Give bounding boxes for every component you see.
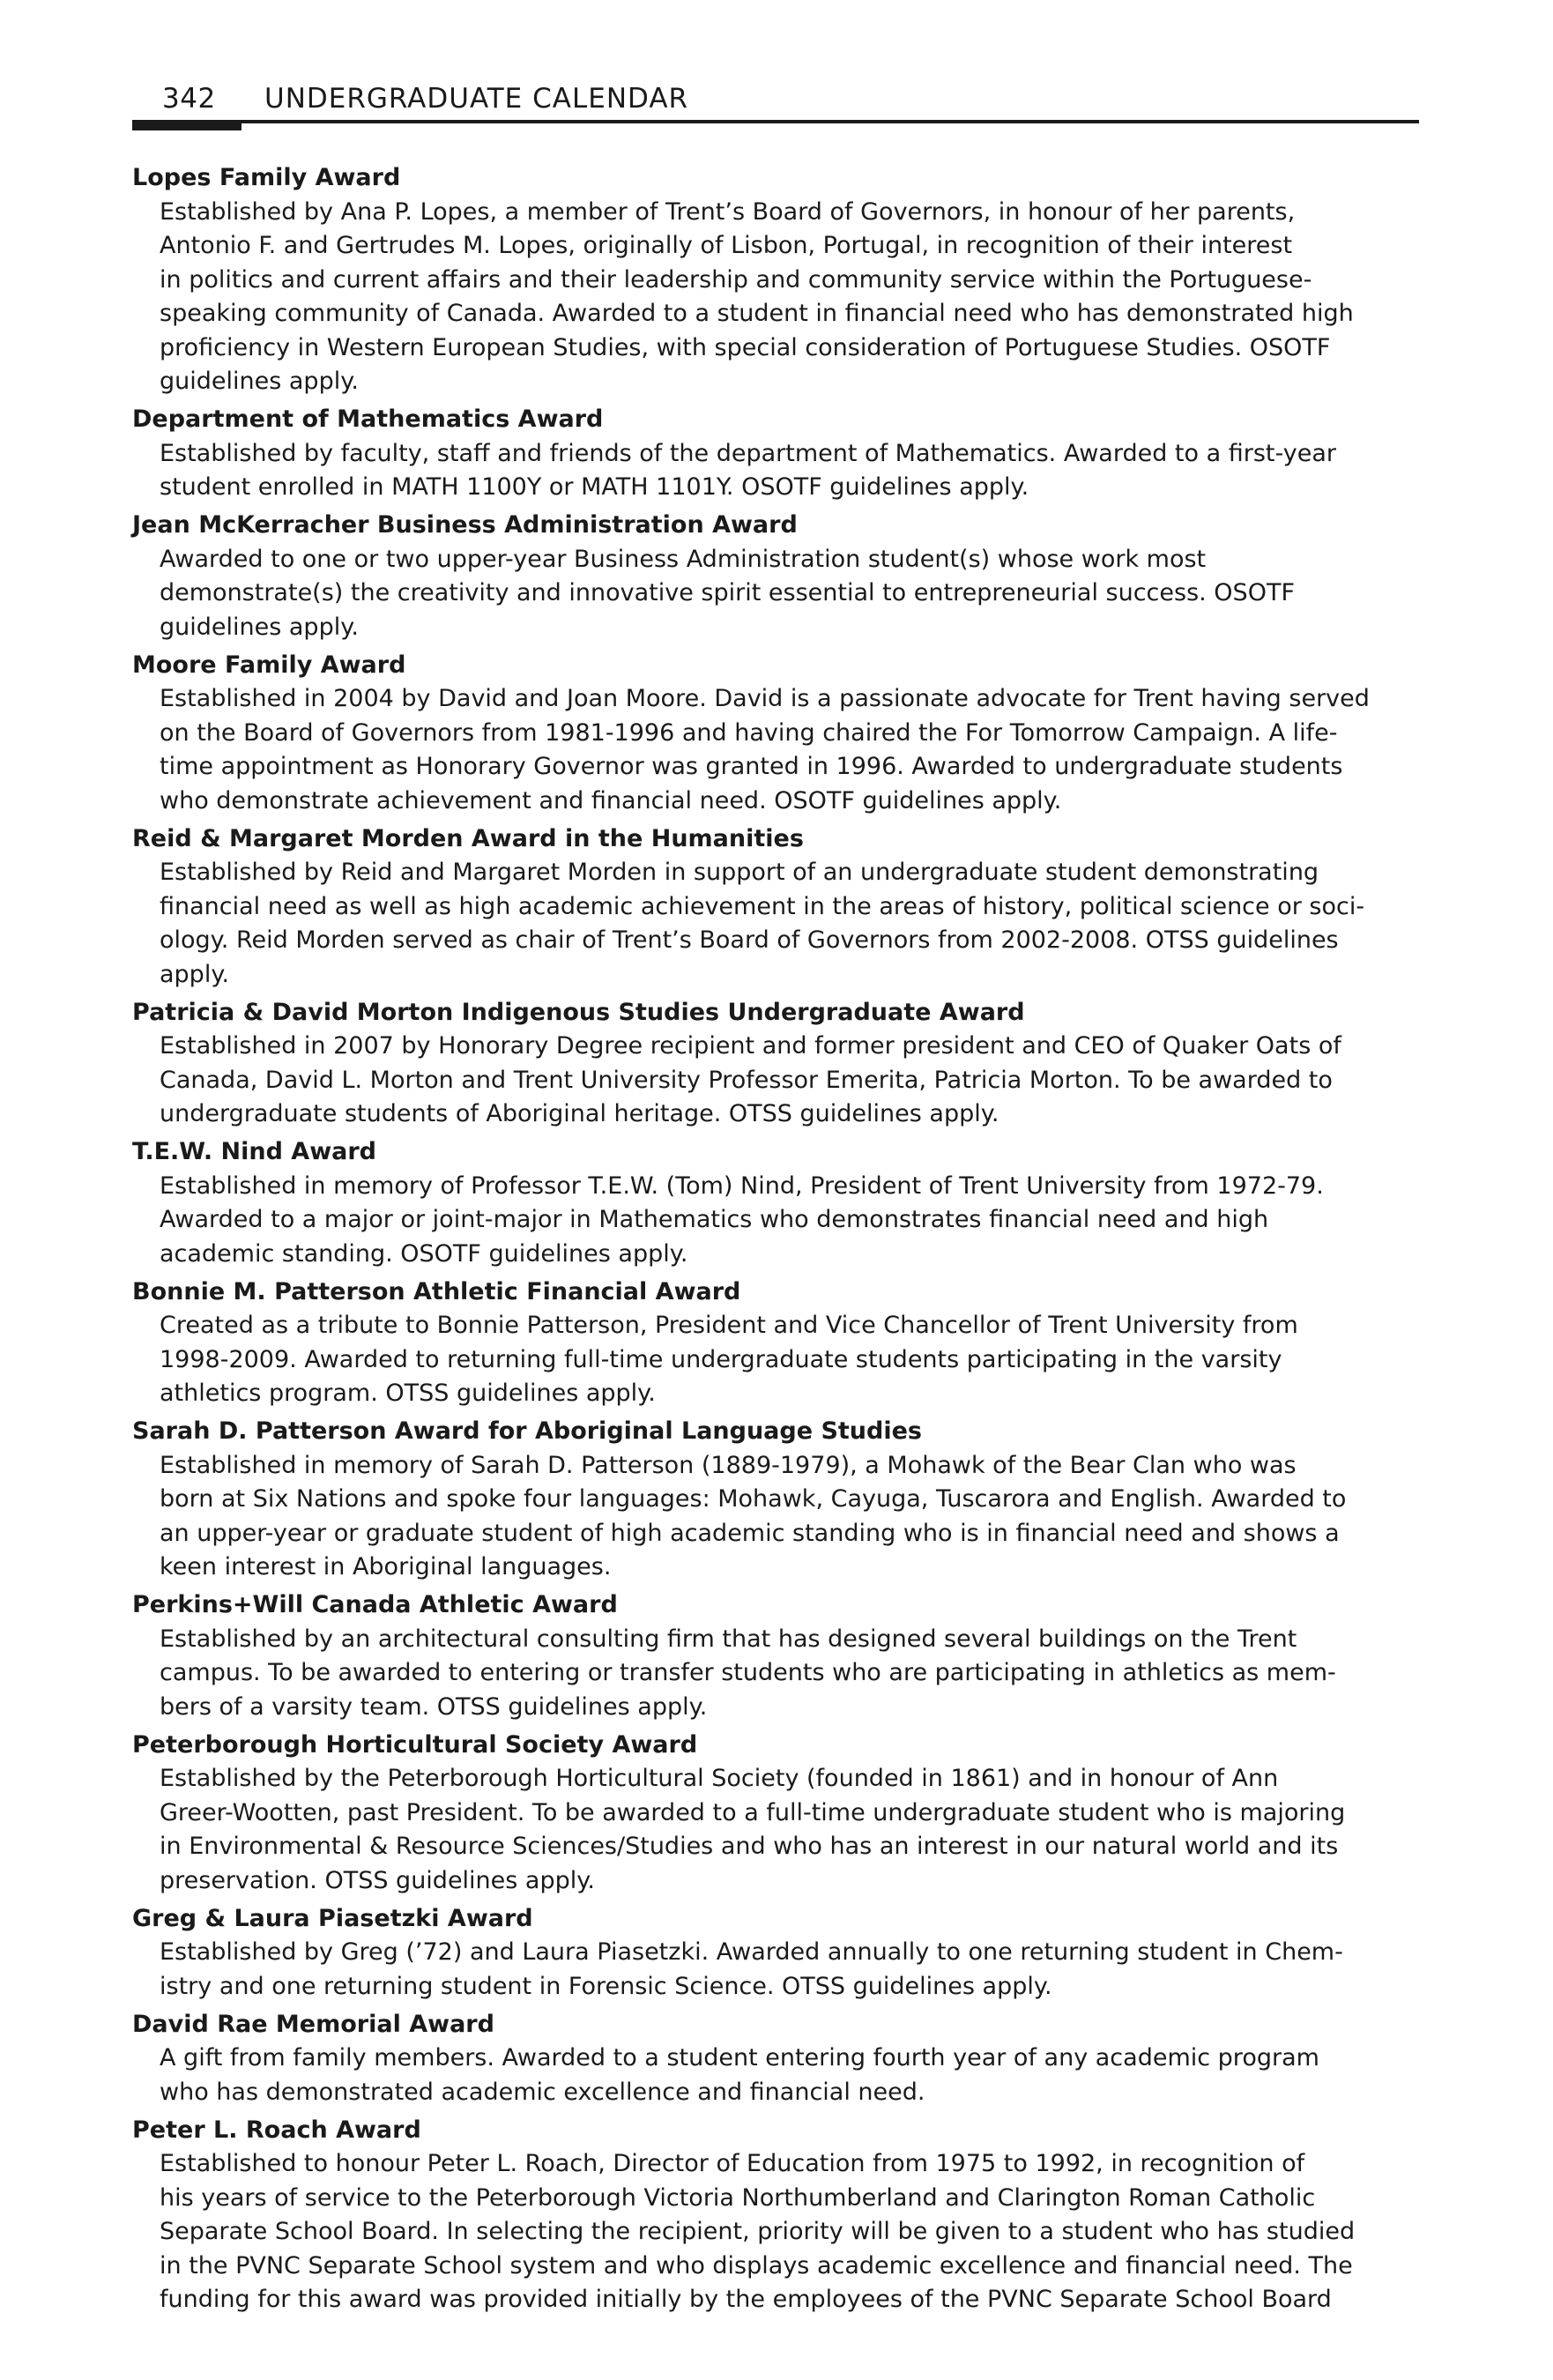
award-description-line: preservation. OTSS guidelines apply.	[160, 1866, 595, 1894]
award-description-line: student enrolled in MATH 1100Y or MATH 1101Y. OSOTF guidelines apply.	[160, 473, 1029, 501]
award-title: Department of Mathematics Award	[132, 405, 604, 433]
award-description-line: Established by Reid and Margaret Morden in support of an undergraduate student demonstrating	[160, 859, 1319, 886]
award-entry	[132, 1415, 1428, 1585]
award-entry	[132, 1902, 1428, 2004]
award-description-line: A gift from family members. Awarded to a student entering fourth year of any academic program	[160, 2044, 1319, 2071]
award-description-line: born at Six Nations and spoke four languages: Mohawk, Cayuga, Tuscarora and English. Awarded to	[160, 1485, 1347, 1513]
award-description-line: undergraduate students of Aboriginal heritage. OTSS guidelines apply.	[160, 1100, 999, 1127]
award-description-line: keen interest in Aboriginal languages.	[160, 1553, 612, 1580]
award-entry	[132, 403, 1428, 505]
award-description-line: Awarded to one or two upper-year Business Administration student(s) whose work most	[160, 545, 1207, 573]
award-description-line: guidelines apply.	[160, 613, 359, 641]
award-entry	[132, 2008, 1428, 2110]
award-title: Sarah D. Patterson Award for Aboriginal Language Studies	[132, 1417, 922, 1445]
award-title: Greg & Laura Piasetzki Award	[132, 1904, 533, 1932]
award-title: Jean McKerracher Business Administration Award	[132, 511, 798, 539]
award-entry	[132, 822, 1428, 993]
award-description-line: Established in 2004 by David and Joan Moore. David is a passionate advocate for Trent having served	[160, 685, 1370, 712]
award-description-line: funding for this award was provided initially by the employees of the PVNC Separate School Board	[160, 2286, 1332, 2313]
award-entry	[132, 649, 1428, 819]
award-title: Peter L. Roach Award	[132, 2116, 421, 2144]
award-description-line: Created as a tribute to Bonnie Patterson, President and Vice Chancellor of Trent University from	[160, 1312, 1298, 1339]
award-description-line: Separate School Board. In selecting the recipient, priority will be given to a student who has studied	[160, 2218, 1356, 2245]
award-description-line: in Environmental & Resource Sciences/Studies and who has an interest in our natural world and its	[160, 1833, 1339, 1860]
award-description-line: Established by faculty, staff and friends of the department of Mathematics. Awarded to a first-year	[160, 439, 1336, 467]
award-description-line: Greer-Wootten, past President. To be awarded to a full-time undergraduate student who is majoring	[160, 1798, 1346, 1826]
award-title: Peterborough Horticultural Society Award	[132, 1730, 698, 1759]
award-description-line: Established by an architectural consulting firm that has designed several buildings on the Trent	[160, 1625, 1297, 1653]
awards-list	[132, 161, 1428, 2321]
page-number: 342	[162, 83, 216, 115]
award-title: Reid & Margaret Morden Award in the Humanities	[132, 824, 804, 852]
award-title: Bonnie M. Patterson Athletic Financial Award	[132, 1277, 741, 1305]
award-entry	[132, 1276, 1428, 1411]
award-description-line: Established in memory of Sarah D. Patterson (1889-1979), a Mohawk of the Bear Clan who was	[160, 1451, 1297, 1479]
award-description-line: guidelines apply.	[160, 368, 359, 395]
award-description-line: who has demonstrated academic excellence and financial need.	[160, 2078, 925, 2106]
award-entry	[132, 1135, 1428, 1271]
running-title: UNDERGRADUATE CALENDAR	[264, 83, 689, 115]
award-title: Patricia & David Morton Indigenous Studies Undergraduate Award	[132, 998, 1025, 1026]
award-description-line: Established in 2007 by Honorary Degree recipient and former president and CEO of Quaker Oats of	[160, 1032, 1341, 1060]
award-entry	[132, 1729, 1428, 1899]
award-entry	[132, 1588, 1428, 1724]
award-description-line: Canada, David L. Morton and Trent University Professor Emerita, Patricia Morton. To be awarded to	[160, 1066, 1333, 1094]
award-description-line: his years of service to the Peterborough Victoria Northumberland and Clarington Roman Catholic	[160, 2183, 1316, 2212]
award-description-line: in politics and current affairs and their leadership and community service within the Portuguese-	[160, 265, 1312, 294]
page-header	[132, 81, 1419, 127]
award-title: Moore Family Award	[132, 651, 406, 679]
award-description-line: Established by the Peterborough Horticultural Society (founded in 1861) and in honour of Ann	[160, 1765, 1279, 1792]
award-description-line: financial need as well as high academic achievement in the areas of history, political science or soci-	[160, 892, 1365, 920]
award-description-line: proficiency in Western European Studies, with special consideration of Portuguese Studies. OSOTF	[160, 333, 1331, 361]
award-description-line: istry and one returning student in Forensic Science. OTSS guidelines apply.	[160, 1972, 1052, 2000]
award-description-line: speaking community of Canada. Awarded to a student in financial need who has demonstrated high	[160, 300, 1354, 327]
award-description-line: athletics program. OTSS guidelines apply.	[160, 1380, 656, 1407]
award-title: Perkins+Will Canada Athletic Award	[132, 1591, 618, 1618]
award-description-line: apply.	[160, 960, 230, 988]
award-title: T.E.W. Nind Award	[132, 1138, 377, 1165]
award-entry	[132, 996, 1428, 1132]
award-description-line: Established in memory of Professor T.E.W. (Tom) Nind, President of Trent University from 1972-79.	[160, 1171, 1324, 1200]
award-description-line: time appointment as Honorary Governor was granted in 1996. Awarded to undergraduate students	[160, 753, 1343, 780]
award-description-line: bers of a varsity team. OTSS guidelines apply.	[160, 1692, 708, 1721]
header-tab-marker	[132, 120, 241, 130]
award-entry	[132, 2114, 1428, 2317]
award-description-line: academic standing. OSOTF guidelines apply.	[160, 1239, 688, 1268]
award-description-line: Established by Greg (’72) and Laura Piasetzki. Awarded annually to one returning student in Chem-	[160, 1938, 1343, 1966]
award-description-line: 1998-2009. Awarded to returning full-time undergraduate students participating in the varsity	[160, 1345, 1282, 1373]
award-title: David Rae Memorial Award	[132, 2010, 494, 2038]
award-description-line: on the Board of Governors from 1981-1996 and having chaired the For Tomorrow Campaign. A life-	[160, 718, 1338, 747]
award-entry	[132, 161, 1428, 399]
award-description-line: who demonstrate achievement and financial need. OSOTF guidelines apply.	[160, 786, 1062, 814]
award-entry	[132, 509, 1428, 644]
award-description-line: demonstrate(s) the creativity and innovative spirit essential to entrepreneurial success. OSOTF	[160, 579, 1295, 606]
award-description-line: an upper-year or graduate student of high academic standing who is in financial need and shows a	[160, 1519, 1340, 1547]
award-description-line: Awarded to a major or joint-major in Mathematics who demonstrates financial need and high	[160, 1206, 1269, 1233]
award-description-line: Established by Ana P. Lopes, a member of Trent’s Board of Governors, in honour of her parents,	[160, 197, 1296, 226]
award-description-line: Established to honour Peter L. Roach, Director of Education from 1975 to 1992, in recognition of	[160, 2150, 1305, 2177]
award-description-line: ology. Reid Morden served as chair of Trent’s Board of Governors from 2002-2008. OTSS guidelines	[160, 926, 1339, 954]
award-description-line: Antonio F. and Gertrudes M. Lopes, originally of Lisbon, Portugal, in recognition of their interest	[160, 232, 1293, 259]
award-description-line: campus. To be awarded to entering or transfer students who are participating in athletics as mem-	[160, 1659, 1336, 1686]
award-title: Lopes Family Award	[132, 164, 401, 191]
award-description-line: in the PVNC Separate School system and who displays academic excellence and financial need. The	[160, 2251, 1353, 2280]
header-rule	[132, 120, 1419, 123]
